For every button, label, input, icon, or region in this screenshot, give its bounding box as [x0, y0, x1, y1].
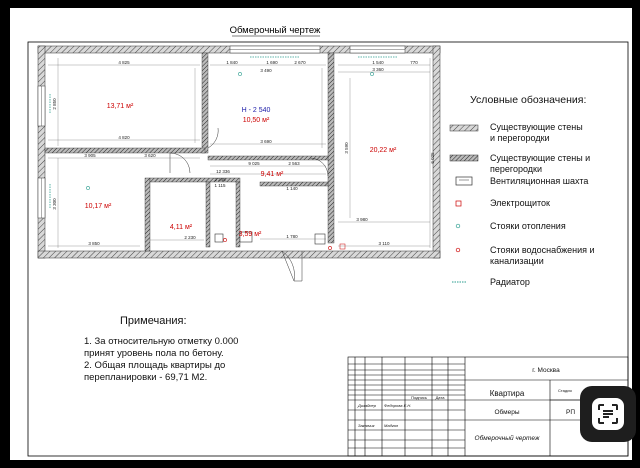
dim-label: 1 840: [226, 60, 238, 65]
legend-panel: Электрощиток: [490, 198, 550, 208]
dim-label: 2 230: [184, 235, 196, 240]
heating-riser-icon: [456, 224, 460, 228]
dim-label: 770: [410, 60, 418, 65]
dim-label: 4 820: [118, 135, 130, 140]
floor-plan-drawing: [10, 8, 632, 460]
legend-radiator: Радиатор: [490, 277, 530, 287]
room-area-label: 4,11 м²: [169, 224, 193, 231]
legend-walls2-line1: Существующие стены и: [490, 153, 591, 163]
water-riser-icon: [456, 248, 460, 252]
note-line: перепланировки - 69,71 М2.: [84, 372, 208, 383]
stamp-stage-label: Стадия: [558, 388, 572, 393]
legend-heat: Стояки отопления: [490, 221, 566, 231]
dim-label: 1 780: [286, 234, 298, 239]
document-scan-icon: [592, 398, 624, 430]
note-line: 2. Общая площадь квартиры до: [84, 360, 226, 371]
dim-label: 3 360: [372, 67, 384, 72]
dim-label: 2 563: [288, 161, 300, 166]
note-line: 1. За относительную отметку 0.000: [84, 336, 239, 347]
electrical-panel-icon: [456, 201, 461, 206]
vent-shaft-icon: [456, 177, 472, 185]
dim-label: 1 115: [214, 183, 226, 188]
stamp-city: г. Москва: [532, 367, 560, 374]
notes-heading: Примечания:: [120, 315, 187, 327]
note-line: принят уровень пола по бетону.: [84, 348, 224, 359]
partition-swatch-icon: [450, 155, 478, 161]
dim-label: 3 590: [344, 142, 349, 154]
dim-label: 3 980: [356, 217, 368, 222]
stamp-object: Квартира: [489, 389, 525, 398]
legend-walls2-line2: перегородки: [490, 164, 543, 174]
dim-label: 3 620: [144, 153, 156, 158]
legend-vent: Вентиляционная шахта: [490, 176, 589, 186]
dim-label: 3 690: [260, 139, 272, 144]
floor-plan: [38, 46, 440, 281]
stamp-col-date: Дата: [435, 395, 445, 400]
dim-label: 2 850: [52, 98, 57, 110]
legend-walls-line1: Существующие стены: [490, 122, 583, 132]
drawing-title: Обмерочный чертеж: [229, 25, 321, 36]
dim-label: 3 490: [260, 68, 272, 73]
dim-label: 1 690: [266, 60, 278, 65]
dim-label: 1 540: [372, 60, 384, 65]
dim-label: 2 245: [214, 177, 226, 182]
dim-label: 3 110: [378, 241, 390, 246]
dim-label: 9 025: [248, 161, 260, 166]
stamp-row-designer: Дизайнер: [358, 403, 376, 408]
notes: [84, 315, 238, 383]
dim-label: 6 025: [430, 152, 435, 164]
room-area-label: 3,59 м²: [238, 231, 262, 238]
document-scan-button[interactable]: [580, 386, 636, 442]
dim-label: 3 905: [84, 153, 96, 158]
legend-heading: Условные обозначения:: [470, 94, 587, 106]
stamp-client-name: Мадгол: [384, 423, 399, 428]
stamp-row-client: Заказчик: [358, 423, 375, 428]
dim-label: 1 140: [286, 186, 298, 191]
dim-label: 12 336: [216, 169, 230, 174]
dim-label: 3 300: [52, 198, 57, 210]
stamp-col-sign: Подпись: [411, 395, 427, 400]
stamp-sheet-name: Обмерочный чертеж: [474, 435, 540, 442]
stamp-stage-code: РП: [566, 409, 576, 416]
room-area-label: 13,71 м²: [106, 103, 134, 110]
dim-label: 4 825: [118, 60, 130, 65]
dim-label: 3 850: [88, 241, 100, 246]
stamp-designer-name: Федорова Е.Н.: [384, 403, 412, 408]
room-area-label: 20,22 м²: [369, 147, 397, 154]
room-area-label: 10,50 м²: [242, 117, 270, 124]
drawing-sheet: [10, 8, 632, 460]
legend-water-line2: канализации: [490, 256, 544, 266]
ceiling-height-label: Н - 2 540: [241, 107, 271, 114]
legend: [450, 94, 595, 287]
room-area-label: 9,41 м²: [260, 171, 284, 178]
wall-swatch-icon: [450, 125, 478, 131]
room-area-label: 10,17 м²: [84, 203, 112, 210]
stamp-stage: Обмеры: [494, 409, 520, 416]
legend-water-line1: Стояки водоснабжения и: [490, 245, 595, 255]
dim-label: 2 670: [294, 60, 306, 65]
legend-walls-line2: и перегородки: [490, 133, 550, 143]
